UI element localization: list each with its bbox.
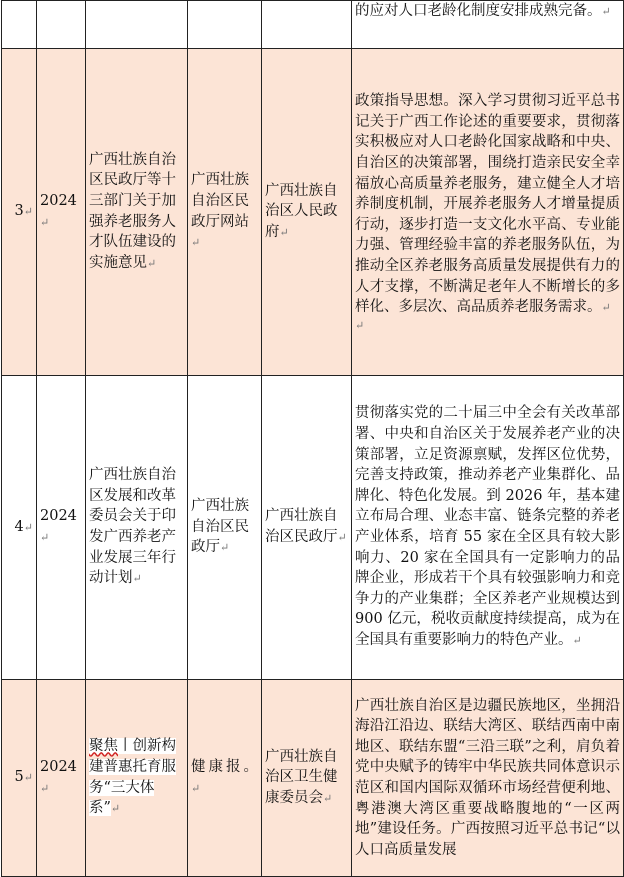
row-year-cell: 2024↵ [37, 680, 86, 877]
row-index-cell: 5↵ [2, 680, 37, 877]
row-source-cell: 广西壮族自治区民政厅网站↵ [188, 49, 262, 376]
policy-issuer: 广西壮族自治区卫生健康委员会 [265, 748, 338, 806]
row-body-cell: 贯彻落实党的二十届三中全会有关改革部署、中央和自治区关于发展养老产业的决策部署，立足资源禀赋，发挥区位优势，完善支持政策，推动养老产业集群化、品牌化、特色化发展。到 2026 年，基本建立布局合理、业态丰富、链条完整的养老产业体系，培育 55 家在全区具有较大影响力、20 家在全国具有一定影响力的品牌企业，形成若干个具有较强影响力和竞争力的产业集群；全区养老产业规模达到 900 亿元，税收贡献度持续提高，成为在全国具有重要影响力的特色产业。↵ [352, 376, 624, 680]
row-body-cell [352, 680, 624, 877]
row-body-cell: 政策指导思想。深入学习贯彻习近平总书记关于广西工作论述的重要要求，贯彻落实积极应对人口老龄化国家战略和中央、自治区的决策部署，围绕打造亲民安全幸福放心高质量养老服务，建立健全人才培养制度机制，开展养老服务人才增量提质行动，逐步打造一支文化水平高、专业能力强、管理经验丰富的养老服务队伍，为推动全区养老服务高质量发展提供有力的人才支撑，不断满足老年人不断增长的多样化、多层次、高品质养老服务需求。↵ ↵ [352, 49, 624, 376]
row-issuer-cell: 广西壮族自治区人民政府↵ [262, 49, 352, 376]
row-body-cell [352, 1, 624, 49]
row-source-cell [188, 1, 262, 49]
row-issuer-cell: 广西壮族自治区民政厅↵ [262, 376, 352, 680]
row-title-cell: 广西壮族自治区民政厅等十三部门关于加强养老服务人才队伍建设的实施意见↵ [86, 49, 188, 376]
paragraph-mark: ↵ [355, 318, 365, 332]
policy-title: 广西壮族自治区发展和改革委员会关于印发广西养老产业发展三年行动计划 [89, 467, 176, 587]
row-body-text: 广西壮族自治区是边疆民族地区，坐拥沿海沿江沿边、联结大湾区、联结西南中南地区、联结东盟“三沿三联”之利，肩负着党中央赋予的铸牢中华民族共同体意识示范区和国内国际双循环市场经营便利地、粤港澳大湾区重要战略腹地的“一区两地”建设任务。广西按照习近平总书记“以人口高质量发展 [355, 697, 620, 858]
row-body-text: 政策指导思想。深入学习贯彻习近平总书记关于广西工作论述的重要要求，贯彻落实积极应对人口老龄化国家战略和中央、自治区的决策部署，围绕打造亲民安全幸福放心高质量养老服务，建立健全人才培养制度机制，开展养老服务人才增量提质行动，逐步打造一支文化水平高、专业能力强、管理经验丰富的养老服务队伍，为推动全区养老服务高质量发展提供有力的人才支撑，不断满足老年人不断增长的多样化、多层次、高品质养老服务需求。 [355, 93, 620, 316]
table-row [2, 376, 624, 680]
policy-source: 广西壮族自治区民政厅网站 [191, 172, 249, 230]
row-body-text: 的应对人口老龄化制度安排成熟完备。 [355, 3, 602, 19]
row-index-cell: 3↵ [2, 49, 37, 376]
row-year-cell: 2024↵ [37, 49, 86, 376]
policy-source: 广西壮族自治区民政厅 [191, 498, 249, 556]
paragraph-mark: ↵ [601, 5, 611, 18]
table-row [2, 1, 624, 49]
table-row [2, 680, 624, 877]
table-row [2, 49, 624, 376]
row-title-cell: 聚焦丨创新构建普惠托育服务“三大体系”↵ [86, 680, 188, 877]
row-title-cell: 广西壮族自治区发展和改革委员会关于印发广西养老产业发展三年行动计划↵ [86, 376, 188, 680]
policy-issuer: 广西壮族自治区民政厅 [265, 508, 338, 545]
row-issuer-cell [262, 1, 352, 49]
policy-table [1, 0, 624, 877]
row-source-cell: 健康报。↵ [188, 680, 262, 877]
row-index-cell: 4↵ [2, 376, 37, 680]
row-body-text: 贯彻落实党的二十届三中全会有关改革部署、中央和自治区关于发展养老产业的决策部署，立足资源禀赋，发挥区位优势，完善支持政策，推动养老产业集群化、品牌化、特色化发展。到 2026 年，基本建立布局合理、业态丰富、链条完整的养老产业体系，培育 55 家在全区具有较大影响力、20 家在全国具有一定影响力的品牌企业，形成若干个具有较强影响力和竞争力的产业集群；全区养老产业规模达到 900 亿元，税收贡献度持续提高，成为在全国具有重要影响力的特色产业。 [355, 405, 620, 648]
row-year-cell [37, 1, 86, 49]
policy-source: 健康报。 [191, 758, 258, 775]
row-source-cell: 广西壮族自治区民政厅↵ [188, 376, 262, 680]
policy-issuer: 广西壮族自治区人民政府 [265, 182, 338, 240]
row-title-cell [86, 1, 188, 49]
row-year-cell: 2024↵ [37, 376, 86, 680]
policy-title: 聚焦丨创新构建普惠托育服务“三大体系” [89, 738, 176, 817]
policy-title: 广西壮族自治区民政厅等十三部门关于加强养老服务人才队伍建设的实施意见 [89, 151, 176, 271]
row-issuer-cell: 广西壮族自治区卫生健康委员会↵ [262, 680, 352, 877]
row-index-cell [2, 1, 37, 49]
